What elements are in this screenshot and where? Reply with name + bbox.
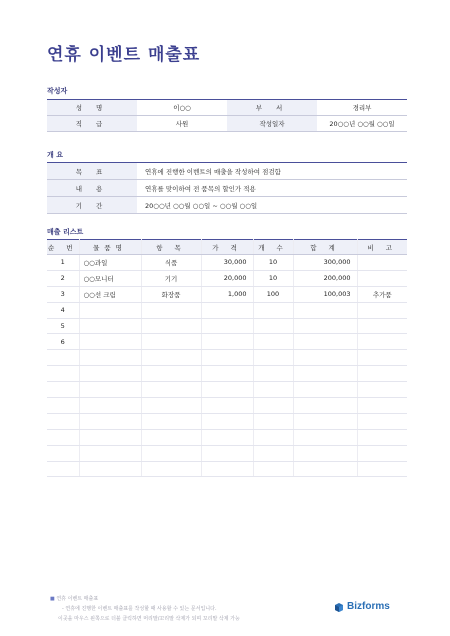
period-label: 기 간	[47, 197, 137, 214]
table-header-row	[47, 240, 407, 255]
content-value[interactable]: 연휴를 맞이하여 전 품목의 할인가 적용	[137, 180, 407, 197]
col-header-qty: 개 수	[253, 240, 293, 255]
cell-item-name[interactable]	[79, 366, 141, 382]
cell-total[interactable]	[293, 318, 357, 334]
cell-item-name[interactable]	[79, 398, 141, 414]
cell-category[interactable]	[141, 302, 201, 318]
cell-qty[interactable]	[253, 445, 293, 461]
bizforms-logo	[334, 601, 390, 612]
cell-category[interactable]	[141, 413, 201, 429]
cell-no[interactable]: 2	[47, 270, 79, 286]
cell-note[interactable]	[357, 398, 407, 414]
goal-value[interactable]: 연휴에 진행한 이벤트의 매출을 작성하여 점검함	[137, 163, 407, 180]
cell-qty[interactable]	[253, 413, 293, 429]
table-row	[47, 270, 407, 286]
cell-item-name[interactable]	[79, 445, 141, 461]
cell-no[interactable]: 5	[47, 318, 79, 334]
cell-qty[interactable]	[253, 302, 293, 318]
cell-total[interactable]	[293, 429, 357, 445]
rank-value[interactable]: 사원	[137, 116, 227, 132]
col-header-item-name: 물품명	[79, 240, 141, 255]
cell-no[interactable]: 6	[47, 334, 79, 350]
goal-label: 목 표	[47, 163, 137, 180]
cell-total[interactable]	[293, 302, 357, 318]
cell-qty[interactable]	[253, 382, 293, 398]
table-row	[47, 382, 407, 398]
cell-note[interactable]	[357, 445, 407, 461]
cell-no[interactable]	[47, 382, 79, 398]
cell-total[interactable]	[293, 445, 357, 461]
table-row	[47, 413, 407, 429]
cell-price[interactable]	[201, 398, 253, 414]
cell-category[interactable]	[141, 382, 201, 398]
cell-qty[interactable]	[253, 334, 293, 350]
cell-qty[interactable]: 10	[253, 270, 293, 286]
section-label-writer: 작성자	[47, 87, 68, 95]
cell-item-name[interactable]	[79, 334, 141, 350]
cell-total[interactable]	[293, 366, 357, 382]
cell-qty[interactable]	[253, 366, 293, 382]
dept-label: 부 서	[227, 100, 317, 116]
table-row	[47, 255, 407, 271]
cell-price[interactable]	[201, 461, 253, 477]
cell-total[interactable]: 300,000	[293, 255, 357, 271]
cell-note[interactable]	[357, 350, 407, 366]
cell-category[interactable]: 기기	[141, 270, 201, 286]
table-row	[47, 334, 407, 350]
cell-price[interactable]	[201, 350, 253, 366]
name-value[interactable]: 이○○	[137, 100, 227, 116]
logo-text: Bizforms	[347, 601, 390, 612]
cell-total[interactable]	[293, 413, 357, 429]
name-label: 성 명	[47, 100, 137, 116]
cell-qty[interactable]	[253, 318, 293, 334]
cell-qty[interactable]: 100	[253, 286, 293, 302]
cell-item-name[interactable]	[79, 461, 141, 477]
cell-no[interactable]	[47, 350, 79, 366]
rank-label: 직 급	[47, 116, 137, 132]
cell-price[interactable]	[201, 302, 253, 318]
col-header-price: 가 격	[201, 240, 253, 255]
col-header-total: 합 계	[293, 240, 357, 255]
sales-table	[47, 239, 407, 477]
cell-total[interactable]	[293, 382, 357, 398]
footer-line: 이곳을 마우스 왼쪽으로 더블 클릭하면 머리말/꼬리말 삭제가 되며 꼬리말 삭제 가능	[58, 616, 240, 622]
cell-no[interactable]	[47, 366, 79, 382]
date-value[interactable]: 20○○년 ○○월 ○○일	[317, 116, 407, 132]
cell-no[interactable]	[47, 413, 79, 429]
table-row	[47, 429, 407, 445]
cell-price[interactable]	[201, 429, 253, 445]
cell-price[interactable]	[201, 382, 253, 398]
bizforms-logo-icon	[334, 602, 344, 612]
page-title: 연휴 이벤트 매출표	[47, 45, 201, 65]
table-row	[47, 180, 407, 197]
cell-note[interactable]	[357, 302, 407, 318]
cell-no[interactable]: 1	[47, 255, 79, 271]
date-label: 작성일자	[227, 116, 317, 132]
cell-qty[interactable]	[253, 398, 293, 414]
cell-no[interactable]	[47, 445, 79, 461]
cell-price[interactable]	[201, 445, 253, 461]
dept-value[interactable]: 경리부	[317, 100, 407, 116]
cell-note[interactable]	[357, 413, 407, 429]
cell-price[interactable]	[201, 366, 253, 382]
cell-category[interactable]: 화장품	[141, 286, 201, 302]
cell-note[interactable]	[357, 366, 407, 382]
cell-note[interactable]	[357, 429, 407, 445]
table-row	[47, 445, 407, 461]
cell-category[interactable]	[141, 350, 201, 366]
cell-price[interactable]: 30,000	[201, 255, 253, 271]
cell-price[interactable]: 1,000	[201, 286, 253, 302]
cell-note[interactable]	[357, 382, 407, 398]
cell-item-name[interactable]	[79, 302, 141, 318]
cell-price[interactable]	[201, 413, 253, 429]
cell-qty[interactable]	[253, 350, 293, 366]
cell-category[interactable]	[141, 445, 201, 461]
cell-item-name[interactable]: ○○선 크림	[79, 286, 141, 302]
cell-total[interactable]: 100,003	[293, 286, 357, 302]
table-row	[47, 163, 407, 180]
cell-note[interactable]	[357, 255, 407, 271]
cell-total[interactable]	[293, 461, 357, 477]
table-row	[47, 366, 407, 382]
cell-item-name[interactable]	[79, 318, 141, 334]
cell-no[interactable]	[47, 429, 79, 445]
cell-note[interactable]	[357, 461, 407, 477]
period-value[interactable]: 20○○년 ○○월 ○○일 ~ ○○월 ○○일	[137, 197, 407, 214]
cell-note[interactable]	[357, 334, 407, 350]
table-row	[47, 318, 407, 334]
table-row	[47, 116, 407, 132]
cell-price[interactable]	[201, 334, 253, 350]
writer-table	[47, 99, 407, 132]
table-row	[47, 302, 407, 318]
cell-note[interactable]: 추가품	[357, 286, 407, 302]
cell-total[interactable]	[293, 334, 357, 350]
cell-category[interactable]	[141, 429, 201, 445]
cell-item-name[interactable]: ○○과일	[79, 255, 141, 271]
cell-category[interactable]	[141, 461, 201, 477]
cell-category[interactable]	[141, 334, 201, 350]
cell-item-name[interactable]	[79, 382, 141, 398]
table-row	[47, 197, 407, 214]
section-label-overview: 개 요	[47, 151, 63, 159]
content-label: 내 용	[47, 180, 137, 197]
cell-item-name[interactable]	[79, 429, 141, 445]
cell-qty[interactable]: 10	[253, 255, 293, 271]
table-row	[47, 398, 407, 414]
footer-title: 연휴 이벤트 매출표	[56, 596, 99, 602]
footer-note	[50, 594, 240, 624]
table-row	[47, 461, 407, 477]
cell-category[interactable]	[141, 318, 201, 334]
cell-qty[interactable]	[253, 429, 293, 445]
cell-category[interactable]: 식품	[141, 255, 201, 271]
table-row	[47, 286, 407, 302]
cell-category[interactable]	[141, 398, 201, 414]
cell-item-name[interactable]	[79, 413, 141, 429]
cell-note[interactable]	[357, 318, 407, 334]
cell-qty[interactable]	[253, 461, 293, 477]
cell-no[interactable]: 4	[47, 302, 79, 318]
cell-no[interactable]	[47, 461, 79, 477]
cell-total[interactable]: 200,000	[293, 270, 357, 286]
bullet-icon: ■	[50, 596, 55, 602]
col-header-note: 비 고	[357, 240, 407, 255]
cell-price[interactable]	[201, 318, 253, 334]
overview-table	[47, 162, 407, 214]
footer-line: - 연휴에 진행한 이벤트 매출표를 작성할 때 사용할 수 있는 문서입니다.	[62, 606, 217, 612]
col-header-category: 항 목	[141, 240, 201, 255]
cell-item-name[interactable]	[79, 350, 141, 366]
col-header-no: 순 번	[47, 240, 79, 255]
cell-no[interactable]	[47, 398, 79, 414]
cell-item-name[interactable]: ○○모니터	[79, 270, 141, 286]
cell-note[interactable]	[357, 270, 407, 286]
table-row	[47, 100, 407, 116]
cell-category[interactable]	[141, 366, 201, 382]
table-row	[47, 350, 407, 366]
cell-price[interactable]: 20,000	[201, 270, 253, 286]
cell-total[interactable]	[293, 398, 357, 414]
section-label-sales: 매출 리스트	[47, 228, 84, 236]
cell-total[interactable]	[293, 350, 357, 366]
cell-no[interactable]: 3	[47, 286, 79, 302]
